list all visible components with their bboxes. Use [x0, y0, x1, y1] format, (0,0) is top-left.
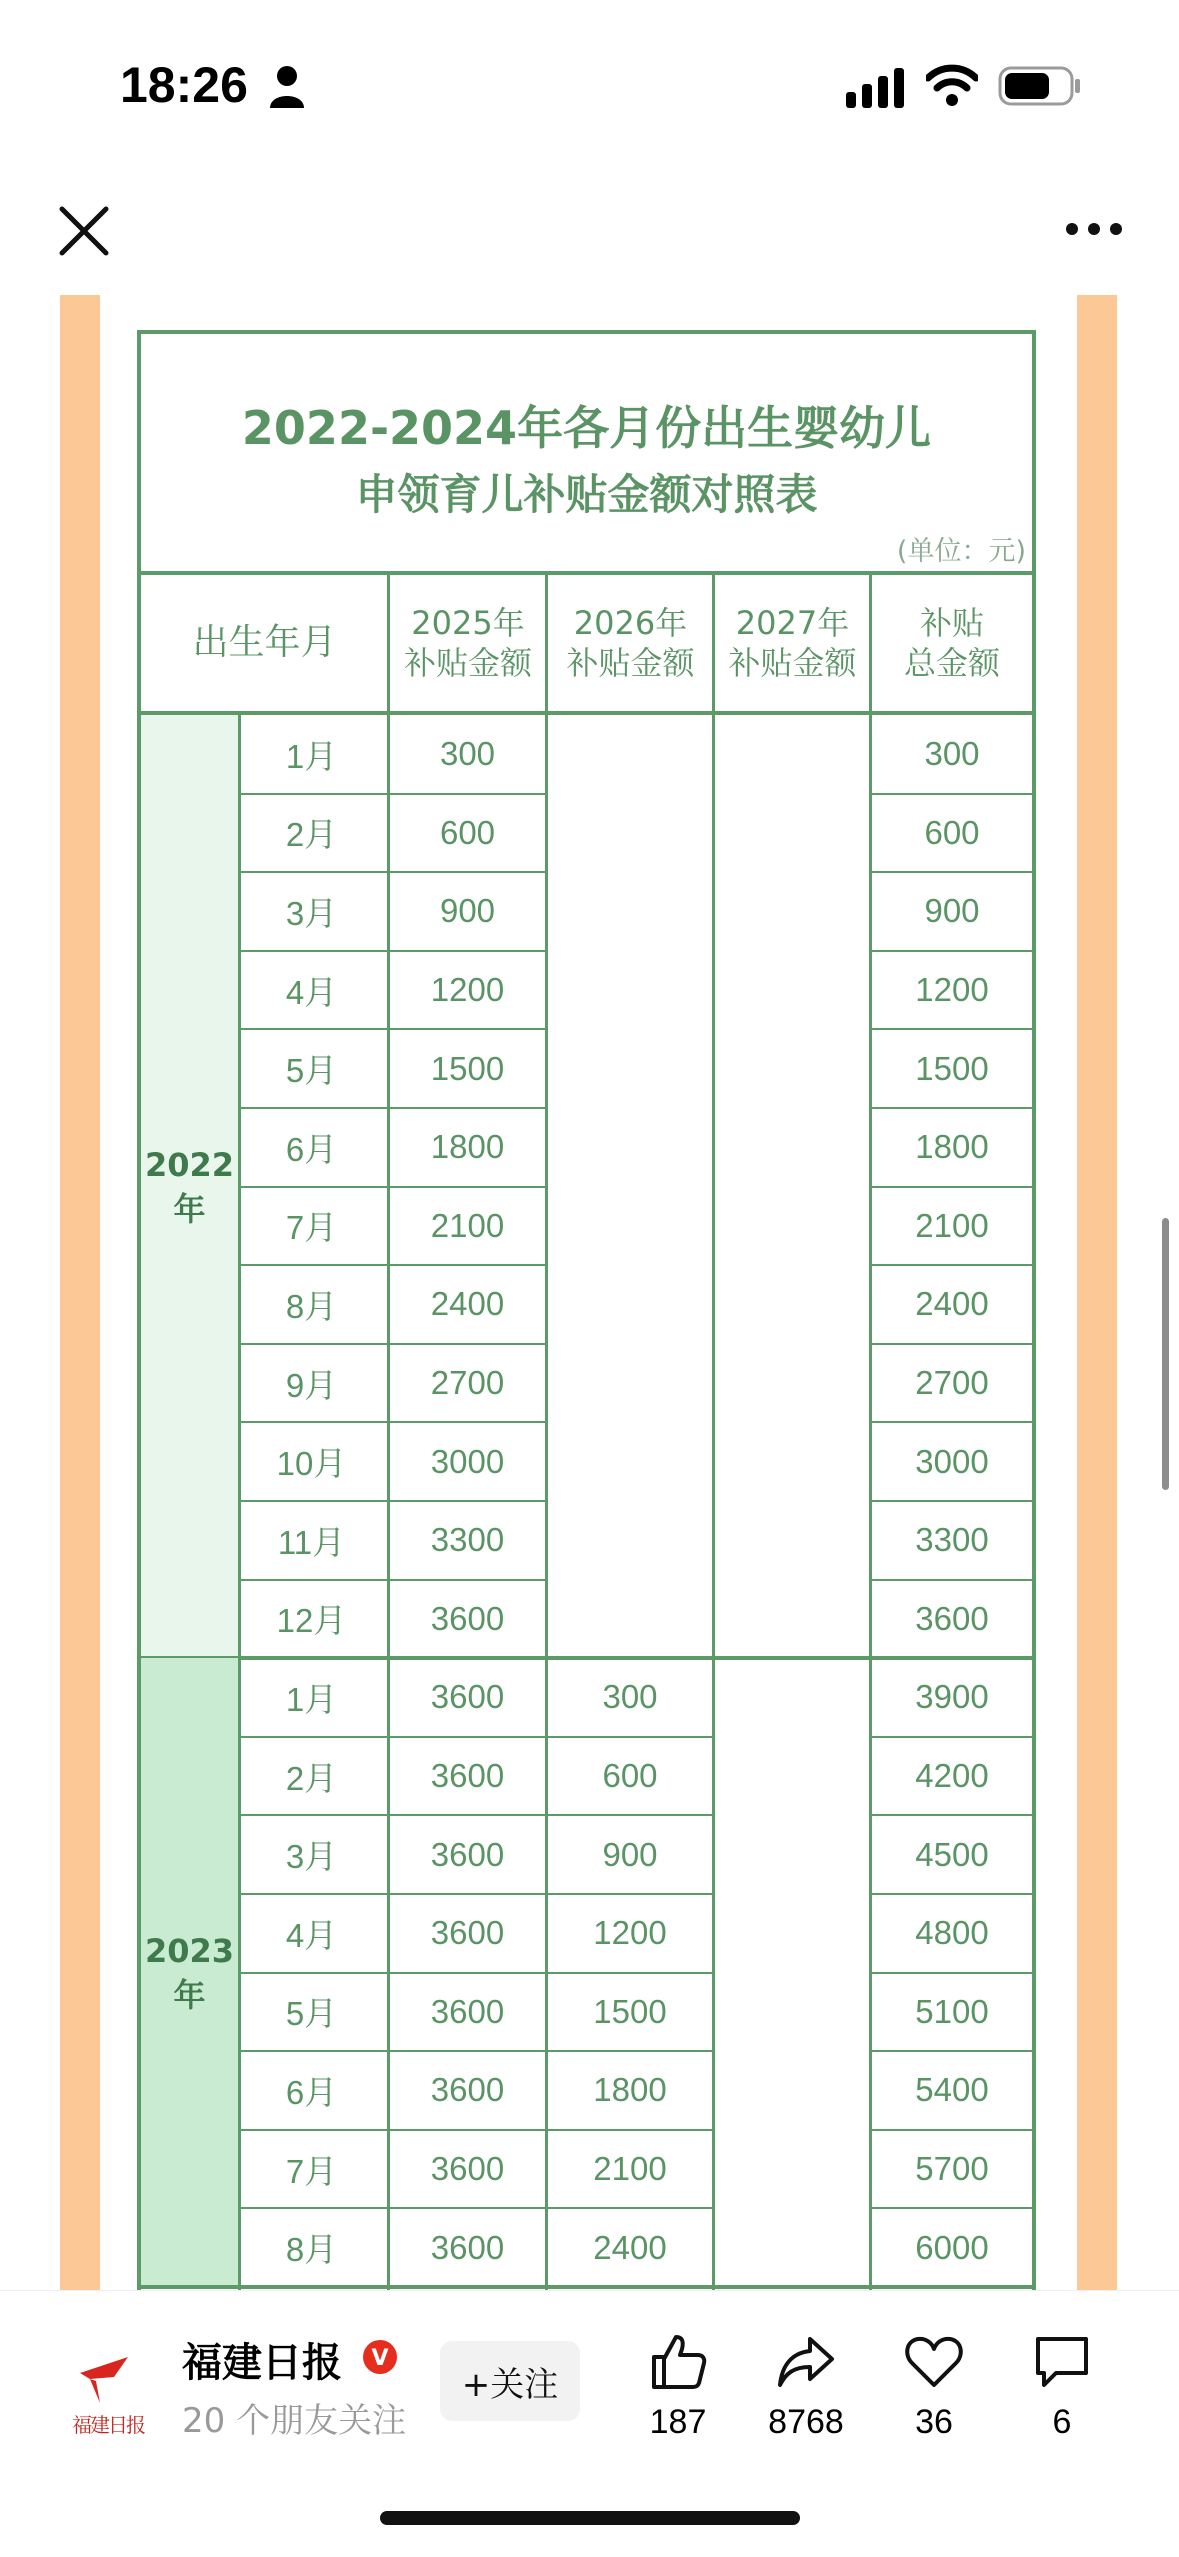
- status-bar: [0, 0, 1179, 175]
- table-cell-month: 5月: [285, 1995, 338, 2033]
- table-cell-y2025: 2700: [430, 1364, 505, 1402]
- nav-bar: [0, 175, 1179, 296]
- table-cell-month: 5月: [285, 1052, 338, 1090]
- table-cell-y2025: 3600: [430, 1992, 505, 2030]
- follow-button[interactable]: +关注: [440, 2341, 580, 2421]
- cellular-signal-icon: [846, 68, 906, 108]
- unit-note: (单位：元): [896, 536, 1026, 567]
- table-cell-y2026: 300: [602, 1678, 658, 1716]
- table-cell-month: 4月: [285, 1916, 338, 1954]
- left-border-stripe: [60, 295, 100, 2290]
- battery-icon: [998, 66, 1082, 106]
- table-cell-total: 6000: [915, 2228, 989, 2266]
- table-cell-total: 2700: [915, 1364, 989, 1402]
- publisher-logo-text: 福建日报: [72, 2413, 144, 2437]
- table-cell-y2025: 3000: [430, 1442, 505, 1480]
- year-label-cell: [141, 715, 238, 1658]
- table-cell-y2025: 2400: [430, 1285, 505, 1323]
- share-arrow-icon: [774, 2329, 838, 2393]
- right-border-stripe: [1077, 295, 1117, 2290]
- person-icon: [268, 64, 306, 108]
- share-action[interactable]: [746, 2329, 866, 2442]
- table-cell-y2025: 3600: [430, 1914, 505, 1952]
- table-cell-month: 1月: [285, 1680, 338, 1718]
- table-cell-total: 1200: [915, 971, 989, 1009]
- table-cell-total: 4200: [915, 1757, 989, 1795]
- header-2025: [390, 575, 546, 711]
- header-divider: [869, 575, 872, 711]
- table-cell-total: 3600: [915, 1599, 989, 1637]
- table-cell-y2026: 1500: [593, 1992, 667, 2030]
- like-count: 187: [649, 2403, 707, 2441]
- table-title-line2: 申领育儿补贴金额对照表: [355, 470, 818, 519]
- favorite-action[interactable]: [874, 2329, 994, 2442]
- month-divider: [238, 715, 241, 2290]
- header-total: [872, 575, 1032, 711]
- table-cell-y2025: 3600: [430, 1599, 505, 1637]
- table-cell-y2026: 1200: [593, 1914, 667, 1952]
- scrollbar[interactable]: [1162, 1218, 1169, 1490]
- table-cell-total: 5700: [915, 2150, 989, 2188]
- table-cell-total: 5400: [915, 2071, 989, 2109]
- table-cell-month: 3月: [285, 1838, 338, 1876]
- year-label-cell: [141, 1658, 238, 2287]
- favorite-count: 36: [915, 2403, 953, 2441]
- publisher-name[interactable]: 福建日报: [182, 2340, 342, 2386]
- like-action[interactable]: [618, 2329, 738, 2442]
- share-count: 8768: [768, 2403, 844, 2441]
- thumbs-up-icon: [646, 2329, 710, 2393]
- header-birth-month: [141, 575, 388, 711]
- table-cell-month: 7月: [285, 1209, 338, 1247]
- table-cell-y2025: 2100: [430, 1206, 505, 1244]
- year-char: 年: [173, 1975, 206, 2014]
- table-header-row: [141, 575, 1032, 715]
- table-cell-month: 4月: [285, 973, 338, 1011]
- verified-badge-icon: [362, 2339, 398, 2375]
- table-cell-y2025: 3600: [430, 2228, 505, 2266]
- table-cell-total: 2100: [915, 1206, 989, 1244]
- table-cell-total: 2400: [915, 1285, 989, 1323]
- table-cell-y2025: 3600: [430, 1835, 505, 1873]
- header-total-line2: 总金额: [903, 644, 1000, 682]
- verified-badge-text: V: [371, 2346, 389, 2371]
- table-cell-y2025: 1800: [430, 1128, 505, 1166]
- header-2027-line1: 2027年: [735, 604, 850, 642]
- heart-icon: [902, 2329, 966, 2393]
- table-cell-total: 3300: [915, 1521, 989, 1559]
- comment-bubble-icon: [1030, 2329, 1094, 2393]
- header-total-line1: 补贴: [919, 604, 984, 642]
- table-title-line1: 2022-2024年各月份出生婴幼儿: [241, 401, 932, 455]
- table-cell-y2026: 1800: [593, 2071, 667, 2109]
- header-2025-line1: 2025年: [411, 604, 525, 642]
- table-cell-total: 4500: [915, 1835, 989, 1873]
- table-cell-month: 8月: [285, 1287, 338, 1325]
- header-birth-month-label: 出生年月: [192, 622, 337, 663]
- table-cell-month: 9月: [285, 1366, 338, 1404]
- table-cell-y2025: 600: [439, 813, 496, 851]
- home-indicator: [380, 2511, 800, 2525]
- year-number: 2022: [144, 1145, 235, 1184]
- table-cell-month: 6月: [285, 1130, 338, 1168]
- table-cell-y2025: 3300: [430, 1521, 505, 1559]
- year-number: 2023: [144, 1931, 235, 1970]
- header-2026-line2: 补贴金额: [566, 644, 695, 682]
- image-card: [100, 295, 1077, 2290]
- table-cell-month: 11月: [277, 1523, 346, 1561]
- header-2026-line1: 2026年: [573, 604, 688, 642]
- article-image: [0, 295, 1179, 2290]
- status-time: 18:26: [120, 57, 248, 113]
- table-cell-total: 900: [924, 892, 980, 930]
- table-cell-total: 600: [924, 813, 980, 851]
- table-cell-y2025: 1500: [430, 1049, 505, 1087]
- close-icon[interactable]: [56, 203, 112, 259]
- table-cell-y2025: 3600: [430, 1757, 505, 1795]
- table-cell-total: 3900: [915, 1678, 989, 1716]
- header-divider: [387, 575, 390, 711]
- table-cell-total: 300: [924, 735, 980, 773]
- table-title-box: [141, 334, 1032, 575]
- table-cell-y2026: 900: [602, 1835, 658, 1873]
- table-cell-y2025: 300: [439, 735, 496, 773]
- table-cell-month: 1月: [285, 737, 338, 775]
- comment-count: 6: [1052, 2403, 1072, 2441]
- header-2026: [548, 575, 713, 711]
- table-cell-month: 2月: [285, 1759, 338, 1797]
- header-2027: [715, 575, 870, 711]
- table-cell-y2026: 2100: [593, 2150, 667, 2188]
- table-cell-y2025: 3600: [430, 2150, 505, 2188]
- table-cell-y2026: 600: [602, 1757, 658, 1795]
- table-cell-total: 5100: [915, 1992, 989, 2030]
- header-divider: [545, 575, 548, 711]
- table-cell-month: 10月: [276, 1445, 347, 1483]
- header-divider: [712, 575, 715, 711]
- year-char: 年: [173, 1189, 206, 1228]
- friends-following: 20 个朋友关注: [182, 2401, 407, 2441]
- table-cell-y2025: 900: [439, 892, 496, 930]
- table-cell-month: 7月: [285, 2152, 338, 2190]
- table-cell-total: 1800: [915, 1128, 989, 1166]
- header-2025-line2: 补贴金额: [403, 644, 532, 682]
- table-cell-y2025: 3600: [430, 1678, 505, 1716]
- table-cell-total: 4800: [915, 1914, 989, 1952]
- table-cell-total: 1500: [915, 1049, 989, 1087]
- table-cell-month: 12月: [276, 1602, 347, 1640]
- col-divider: [545, 715, 548, 2290]
- table-cell-y2025: 3600: [430, 2071, 505, 2109]
- table-cell-month: 8月: [285, 2231, 338, 2269]
- bottom-bar: [0, 2290, 1179, 2557]
- col-divider: [869, 715, 872, 2290]
- wifi-icon: [926, 62, 978, 108]
- more-options-icon[interactable]: [1064, 217, 1124, 241]
- table-cell-month: 6月: [285, 2073, 338, 2111]
- col-divider: [712, 715, 715, 2290]
- table-cell-month: 2月: [285, 816, 338, 854]
- table-cell-month: 3月: [285, 894, 338, 932]
- header-2027-line2: 补贴金额: [728, 644, 857, 682]
- group-divider: [141, 2285, 1032, 2289]
- subsidy-table: [137, 330, 1036, 2290]
- table-cell-total: 3000: [915, 1442, 989, 1480]
- comment-action[interactable]: [1002, 2329, 1122, 2442]
- table-cell-y2026: 2400: [593, 2228, 667, 2266]
- col-divider: [387, 715, 390, 2290]
- table-cell-y2025: 1200: [430, 971, 505, 1009]
